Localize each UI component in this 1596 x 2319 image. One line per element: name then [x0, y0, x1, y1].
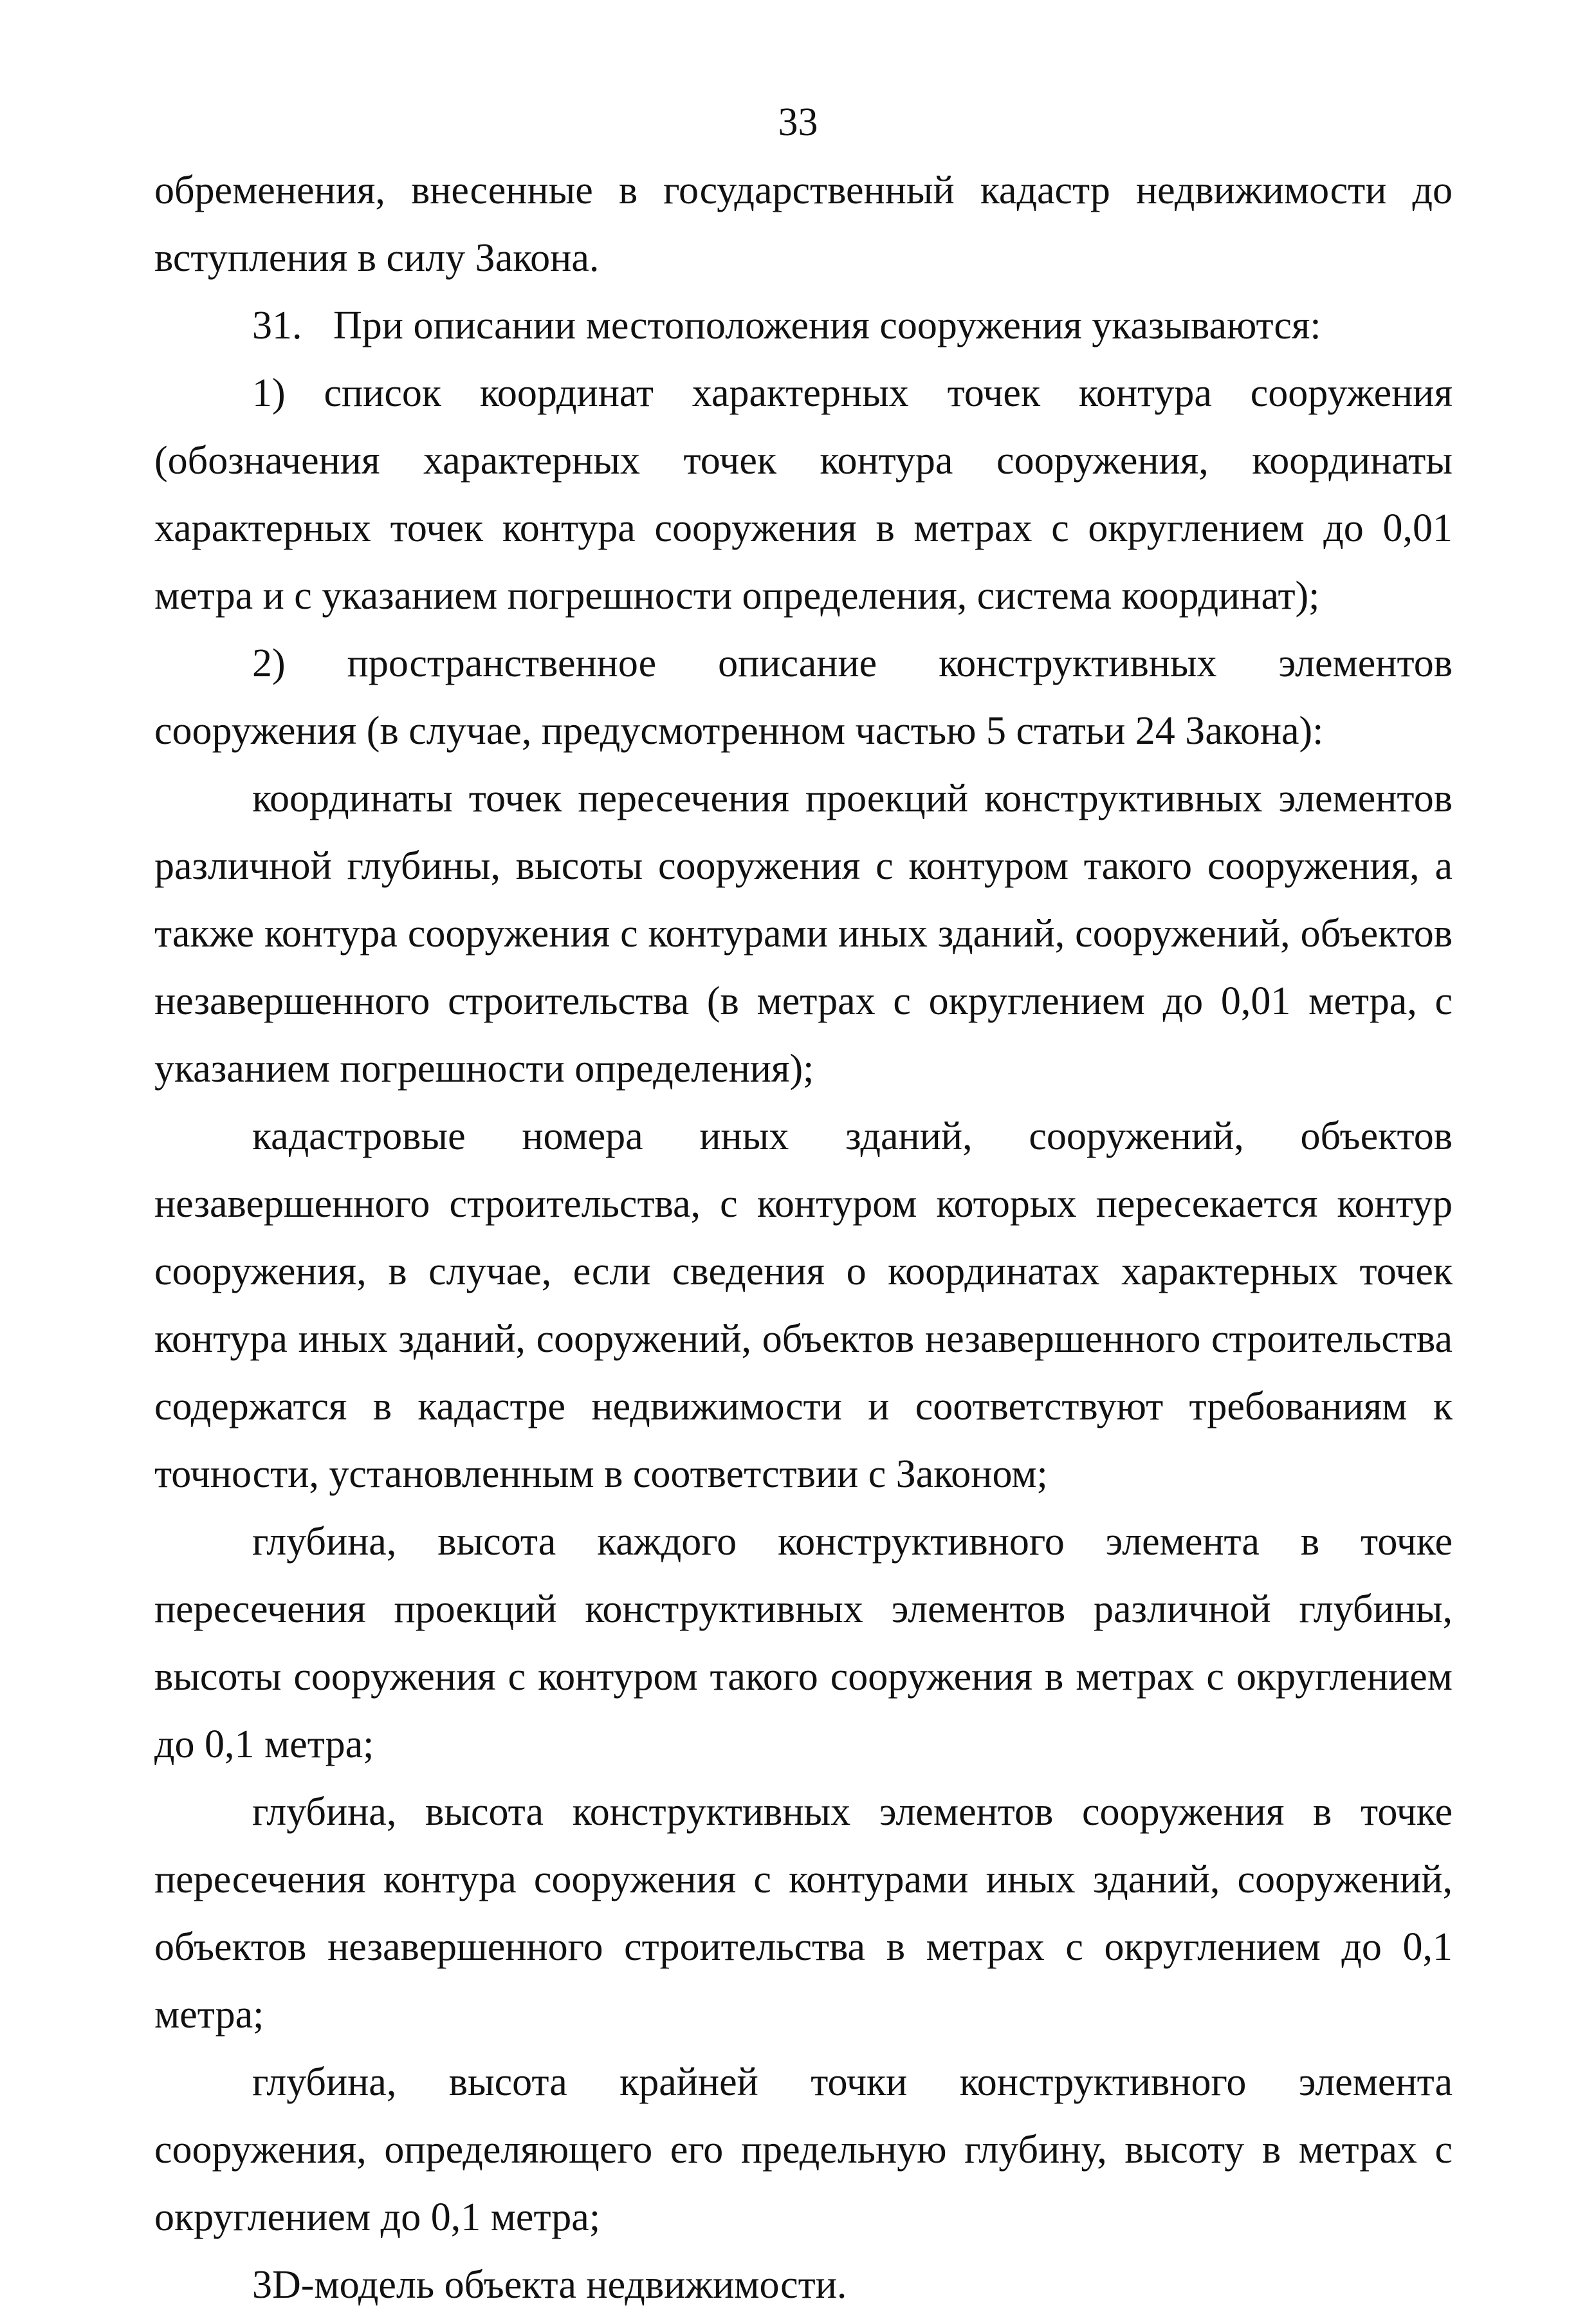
- paragraph-depth-intersection: глубина, высота конструктивных элементов сооружения в точке пересечения контура сооружения с контурами иных зданий, сооружений, объектов незавершенного строительства в метрах с округлением до 0,1 метра;: [154, 1790, 1453, 2037]
- paragraph-depth-extreme-point: глубина, высота крайней точки конструктивного элемента сооружения, определяющего его предельную глубину, высоту в метрах с округлением до 0,1 метра;: [154, 2060, 1453, 2239]
- paragraph-coordinates: координаты точек пересечения проекций конструктивных элементов различной глубины, высоты сооружения с контуром такого сооружения, а также контура сооружения с контурами иных зданий, сооружений, объектов незавершенного строительства (в метрах с округлением до 0,01 метра, с указанием погрешности определения);: [154, 777, 1453, 1091]
- paragraph-subitem-1: 1) список координат характерных точек контура сооружения (обозначения характерных точек контура сооружения, координаты характерных точек контура сооружения в метрах с округлением до 0,01 метра и с указанием погрешности определения, система координат);: [154, 371, 1453, 618]
- paragraph-depth-each-element: глубина, высота каждого конструктивного элемента в точке пересечения проекций конструктивных элементов различной глубины, высоты сооружения с контуром такого сооружения в метрах с округлением до 0,1 метра;: [154, 1520, 1453, 1766]
- document-body: [154, 157, 1453, 2319]
- paragraph-3d-model: 3D-модель объекта недвижимости.: [252, 2263, 847, 2307]
- paragraph-continuation: обременения, внесенные в государственный кадастр недвижимости до вступления в силу Закона.: [154, 169, 1453, 280]
- item-31-number: 31.: [252, 304, 302, 347]
- page-number: 33: [778, 100, 818, 144]
- item-31-text: При описании местоположения сооружения указываются:: [333, 304, 1321, 347]
- paragraph-cadastral-numbers: кадастровые номера иных зданий, сооружений, объектов незавершенного строительства, с контуром которых пересекается контур сооружения, в случае, если сведения о координатах характерных точек контура иных зданий, сооружений, объектов незавершенного строительства содержатся в кадастре недвижимости и соответствуют требованиям к точности, установленным в соответствии с Законом;: [154, 1114, 1453, 1496]
- paragraph-subitem-2: 2) пространственное описание конструктивных элементов сооружения (в случае, предусмотренном частью 5 статьи 24 Закона):: [154, 642, 1453, 753]
- paragraph-item-31: [154, 292, 1453, 360]
